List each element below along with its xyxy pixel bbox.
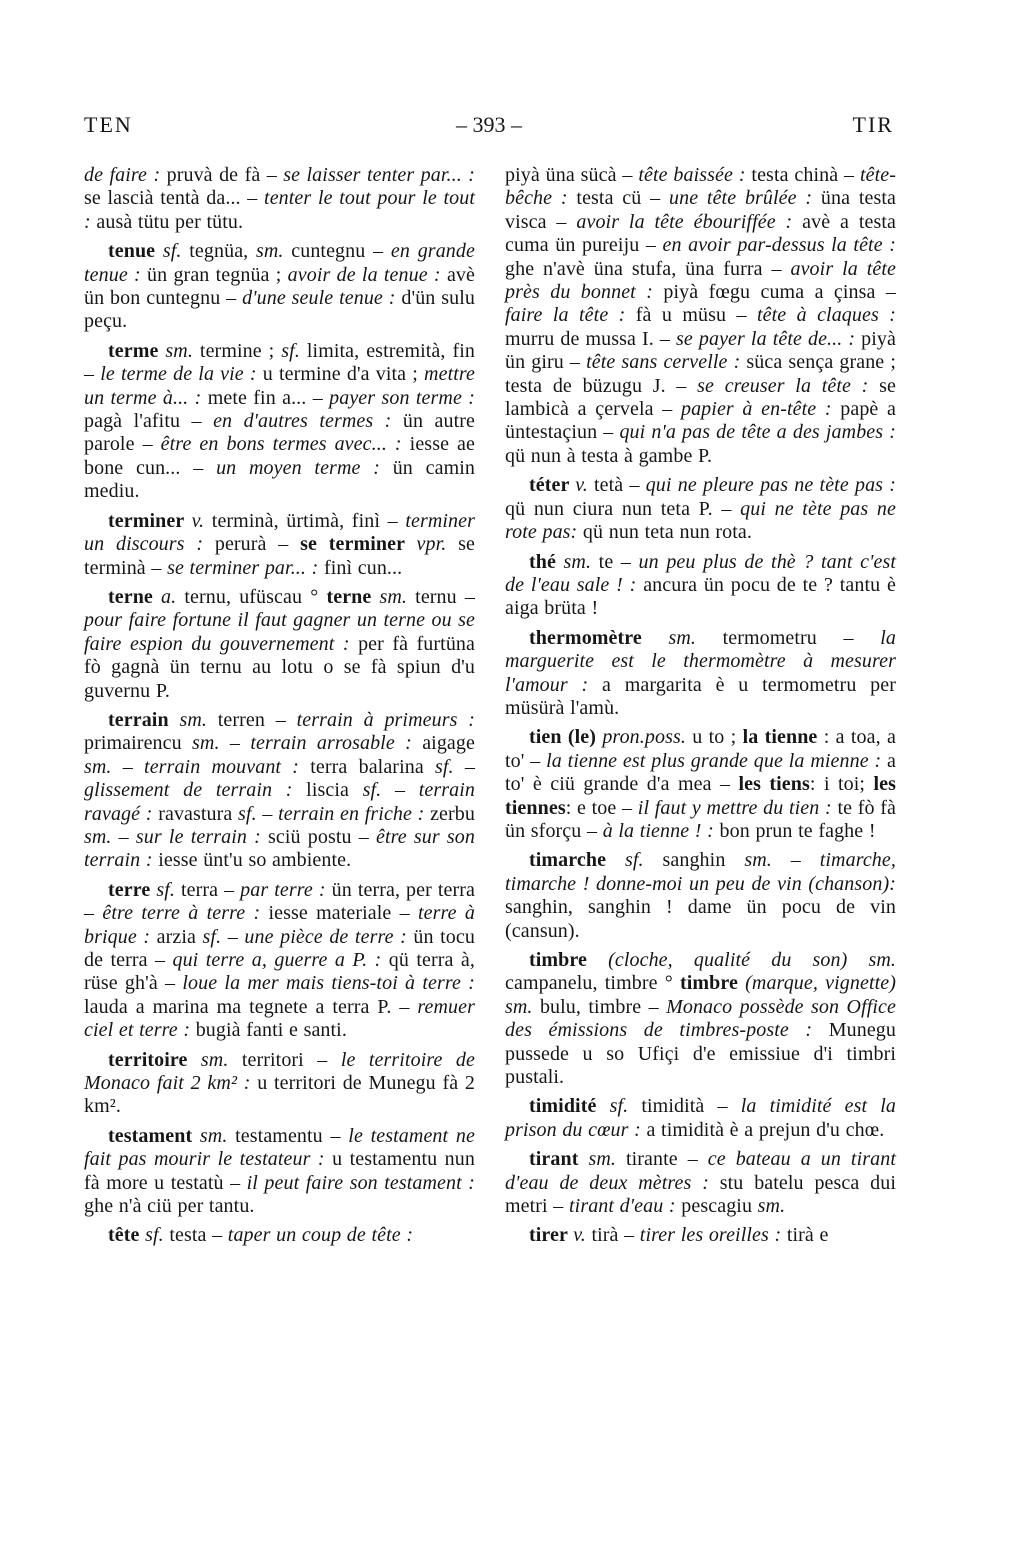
translation-text: qü nun teta nun rota.: [582, 521, 752, 544]
translation-text: se lambicà a çervela –: [505, 374, 896, 421]
italic-phrase: terrain mouvant :: [144, 755, 311, 778]
headword: terrain: [108, 708, 180, 731]
translation-text: qü nun ciura nun teta P. –: [505, 497, 741, 520]
headword: testament: [108, 1124, 200, 1147]
translation-text: sciü postu –: [268, 825, 376, 848]
dictionary-entry: [84, 1125, 475, 1219]
translation-text: bon prun te faghe !: [719, 819, 876, 842]
translation-text: termine ;: [199, 339, 282, 362]
translation-text: –: [122, 755, 145, 778]
dictionary-entry: [505, 949, 896, 1089]
translation-text: ancura ün pocu de te ? tantu è aiga brüta !: [505, 573, 896, 620]
translation-text: ghe n'avè üna stufa, üna furra –: [505, 257, 791, 280]
header-keyword-left: TEN: [84, 112, 133, 137]
italic-phrase: en d'autres termes :: [213, 410, 403, 433]
italic-phrase: se laisser tenter par... :: [283, 164, 475, 186]
italic-phrase: sf.: [238, 802, 263, 825]
dictionary-entry: [84, 1049, 475, 1119]
translation-text: pruvà de fà –: [166, 164, 284, 186]
translation-text: –: [464, 755, 475, 778]
dictionary-entry: [505, 627, 896, 721]
translation-text: testa –: [169, 1224, 228, 1247]
headword: tête: [108, 1224, 146, 1247]
italic-phrase: sf.: [624, 849, 663, 872]
italic-phrase: sm.: [199, 1124, 236, 1147]
translation-text: pagà l'afitu –: [84, 410, 214, 433]
italic-phrase: sm.: [200, 1048, 242, 1071]
translation-text: ün gran tegnüa ;: [147, 263, 288, 286]
translation-text: cuntegnu –: [291, 240, 391, 263]
italic-phrase: sm.: [379, 585, 416, 608]
dictionary-entry: [505, 551, 896, 621]
translation-text: üna testa visca –: [505, 187, 896, 233]
translation-text: mete fin a... –: [207, 386, 330, 409]
translation-text: ausà tütu per tütu.: [96, 210, 244, 233]
italic-phrase: sm.: [256, 240, 292, 263]
translation-text: : e toe –: [565, 796, 638, 819]
translation-text: d'ün sulu peçu.: [84, 287, 475, 333]
italic-phrase: sf.: [162, 240, 190, 263]
italic-phrase: mettre un terme à... :: [84, 363, 475, 409]
italic-phrase: (marque, vignette) sm.: [505, 972, 896, 1018]
italic-phrase: tête-bêche :: [505, 164, 896, 210]
italic-phrase: le territoire de Monaco fait 2 km² :: [84, 1048, 475, 1095]
italic-phrase: pour faire fortune il faut gagner un terne ou se faire espion du gouvernement :: [84, 609, 475, 655]
italic-phrase: Monaco possède son Office des émissions de timbres-poste :: [505, 995, 896, 1042]
translation-text: tirà e: [786, 1224, 829, 1247]
italic-phrase: sm.: [84, 755, 123, 778]
italic-phrase: sm.: [563, 550, 599, 573]
italic-phrase: tête sans cervelle :: [586, 351, 747, 374]
translation-text: ün terra, per terra –: [84, 878, 475, 925]
headword: timbre: [680, 972, 746, 995]
headword: téter: [529, 474, 576, 497]
translation-text: testa cü –: [576, 187, 669, 210]
italic-phrase: en avoir par-dessus la tête :: [662, 234, 896, 257]
italic-phrase: sf.: [281, 339, 307, 362]
running-head: [84, 112, 894, 138]
translation-text: –: [262, 802, 279, 825]
dictionary-entry: [84, 240, 475, 334]
translation-text: murru de mussa I. –: [505, 327, 676, 350]
dictionary-entry: [84, 586, 475, 703]
translation-text: terren –: [217, 708, 297, 731]
italic-phrase: remuer ciel et terre :: [84, 995, 475, 1042]
translation-text: –: [227, 925, 245, 948]
translation-text: ün autre parole –: [84, 410, 475, 456]
italic-phrase: pron.poss.: [602, 726, 693, 749]
entry-continuation: [84, 164, 475, 234]
italic-phrase: un peu plus de thè ? tant c'est de l'eau sale ! :: [505, 550, 896, 596]
italic-phrase: sf.: [435, 755, 465, 778]
italic-phrase: terminer un discours :: [84, 509, 475, 556]
italic-phrase: qui n'a pas de tête a des jambes :: [619, 421, 896, 444]
translation-text: fà u müsu –: [635, 304, 757, 327]
translation-text: testamentu –: [235, 1124, 349, 1147]
translation-text: piyà fœgu cuma a çinsa –: [663, 281, 896, 304]
text-columns: [84, 164, 896, 1254]
italic-phrase: v.: [191, 509, 212, 532]
translation-text: tegnüa,: [189, 240, 256, 263]
italic-phrase: être en bons termes avec... :: [160, 433, 410, 456]
italic-phrase: sf.: [156, 878, 181, 901]
translation-text: qü nun à testa à gambe P.: [505, 444, 713, 467]
italic-phrase: le testament ne fait pas mourir le testateur :: [84, 1124, 475, 1171]
translation-text: süca sença grane ; testa de büzugu J. –: [505, 351, 896, 397]
italic-phrase: terrain en friche :: [278, 802, 431, 825]
headword: terminer: [108, 509, 192, 532]
italic-phrase: loue la mer mais tiens-toi à terre :: [182, 972, 475, 995]
italic-phrase: tête baissée :: [638, 164, 752, 186]
italic-phrase: sm.: [165, 339, 200, 362]
translation-text: aigage: [422, 732, 475, 755]
translation-text: terra –: [180, 878, 241, 901]
headword: la tienne: [742, 726, 818, 749]
headword: timarche: [529, 849, 625, 872]
italic-phrase: une tête brûlée :: [669, 187, 821, 210]
headword: terne: [326, 585, 380, 608]
translation-text: Munegu pussede u so Ufiçi d'e emissiue d'i timbri pustali.: [505, 1019, 896, 1089]
italic-phrase: glissement de terrain :: [84, 779, 307, 802]
dictionary-entry: [84, 879, 475, 1043]
italic-phrase: sur le terrain :: [135, 825, 269, 848]
translation-text: avè ün bon cuntegnu –: [84, 263, 475, 310]
translation-text: finì cun...: [323, 556, 403, 579]
dictionary-entry: [505, 474, 896, 544]
translation-text: limita, estremità, fin –: [84, 339, 475, 386]
italic-phrase: sm.: [179, 708, 218, 731]
translation-text: a margarita è u termometru per müsürà l'amù.: [505, 673, 896, 719]
translation-text: sanghin: [662, 849, 745, 872]
translation-text: –: [790, 849, 820, 872]
headword: timidité: [529, 1095, 610, 1118]
italic-phrase: timarche, timarche ! donne-moi un peu de vin (chanson):: [505, 849, 896, 895]
translation-text: zerbu: [430, 802, 475, 825]
translation-text: piyà ün giru –: [505, 327, 896, 374]
translation-text: liscia: [306, 779, 363, 802]
translation-text: arzia: [156, 925, 203, 948]
entry-continuation: [505, 164, 896, 468]
translation-text: ün camin mediu.: [84, 456, 476, 503]
italic-phrase: sm.: [84, 825, 119, 848]
dictionary-entry: [505, 1148, 896, 1218]
headword: timbre: [529, 949, 609, 971]
italic-phrase: sf.: [609, 1095, 642, 1118]
translation-text: territori –: [241, 1048, 341, 1071]
headword: terre: [108, 878, 157, 901]
italic-phrase: (cloche, qualité du son) sm.: [608, 949, 896, 971]
italic-phrase: par terre :: [240, 878, 332, 901]
translation-text: –: [394, 779, 419, 802]
translation-text: u testamentu nun fà more u testatù –: [84, 1148, 475, 1194]
headword: thé: [529, 550, 564, 573]
headword: terne: [108, 585, 162, 608]
italic-phrase: à la tienne ! :: [602, 819, 720, 842]
headword: terme: [108, 339, 166, 362]
headword: thermomètre: [529, 626, 669, 649]
translation-text: perurà –: [214, 533, 301, 556]
italic-phrase: de faire :: [84, 164, 167, 186]
page-number: – 393 –: [456, 112, 522, 137]
translation-text: iesse ünt'u so ambiente.: [158, 849, 352, 872]
translation-text: bulu, timbre –: [539, 995, 667, 1018]
translation-text: lauda a marina ma tegnete a terra P. –: [84, 995, 418, 1018]
translation-text: –: [229, 732, 251, 755]
italic-phrase: sm.: [744, 849, 791, 872]
translation-text: terra balarina: [310, 755, 436, 778]
translation-text: te –: [598, 550, 639, 573]
italic-phrase: qui ne tète pas ne rote pas:: [505, 497, 896, 544]
italic-phrase: une pièce de terre :: [244, 925, 414, 948]
italic-phrase: v.: [575, 474, 595, 497]
italic-phrase: tenter le tout pour le tout :: [84, 187, 475, 233]
translation-text: –: [118, 825, 136, 848]
translation-text: u to ;: [692, 726, 743, 749]
headword: tenue: [108, 240, 163, 263]
translation-text: se terminà –: [84, 533, 475, 579]
italic-phrase: être terre à terre :: [102, 902, 269, 925]
italic-phrase: se creuser la tête :: [697, 374, 880, 397]
translation-text: iesse materiale –: [268, 902, 419, 925]
italic-phrase: d'une seule tenue :: [242, 287, 402, 310]
translation-text: tetà –: [594, 474, 646, 497]
italic-phrase: un moyen terme :: [216, 456, 393, 479]
dictionary-entry: [84, 510, 475, 580]
translation-text: a to' è ciü grande d'a mea –: [505, 749, 896, 796]
translation-text: tirà –: [591, 1224, 640, 1247]
translation-text: qü terra à, rüse gh'à –: [84, 949, 475, 995]
translation-text: iesse ae bone cun... –: [84, 433, 475, 479]
translation-text: : i toi;: [809, 773, 874, 796]
italic-phrase: tirer les oreilles :: [639, 1224, 787, 1247]
italic-phrase: v.: [573, 1224, 592, 1247]
italic-phrase: la tienne est plus grande que la mienne :: [546, 749, 888, 772]
dictionary-entry: [84, 709, 475, 873]
italic-phrase: qui terre a, guerre a P. :: [172, 949, 389, 971]
translation-text: primairencu: [84, 732, 193, 755]
translation-text: ternu –: [415, 585, 475, 608]
italic-phrase: se payer la tête de... :: [676, 327, 862, 350]
italic-phrase: payer son terme :: [329, 386, 475, 409]
italic-phrase: taper un coup de tête :: [227, 1224, 414, 1247]
italic-phrase: le terme de la vie :: [100, 363, 263, 386]
translation-text: ghe n'à ciü per tantu.: [84, 1195, 255, 1218]
dictionary-entry: [505, 1095, 896, 1142]
headword: les tiens: [738, 773, 810, 796]
italic-phrase: la marguerite est le thermomètre à mesurer l'amour :: [505, 626, 896, 696]
translation-text: u territori de Munegu fà 2 km².: [84, 1072, 476, 1118]
translation-text: ternu, ufüscau °: [184, 585, 327, 608]
italic-phrase: terrain à primeurs :: [296, 708, 475, 731]
translation-text: u termine d'a vita ;: [262, 363, 425, 386]
italic-phrase: être sur son terrain :: [84, 825, 475, 872]
italic-phrase: tirant d'eau :: [569, 1195, 682, 1218]
dictionary-entry: [505, 849, 896, 943]
dictionary-entry: [505, 726, 896, 843]
translation-text: tirante –: [625, 1148, 708, 1171]
italic-phrase: il peut faire son testament :: [246, 1171, 476, 1194]
translation-text: : a toa, a to' –: [505, 726, 896, 772]
italic-phrase: ce bateau a un tirant d'eau de deux mètres :: [505, 1148, 896, 1194]
dictionary-entry: [84, 1224, 475, 1247]
translation-text: papè a üntestaçiun –: [505, 398, 896, 444]
italic-phrase: la timidité est la prison du cœur :: [505, 1095, 896, 1141]
translation-text: sanghin, sanghin ! dame ün pocu de vin (cansun).: [505, 896, 896, 942]
headword: tien (le): [529, 726, 603, 749]
translation-text: ün tocu de terra –: [84, 925, 475, 971]
translation-text: bugià fanti e santi.: [195, 1019, 347, 1042]
translation-text: a timidità è a prejun d'u chœ.: [646, 1118, 885, 1141]
italic-phrase: avoir de la tenue :: [287, 263, 447, 286]
italic-phrase: en grande tenue :: [84, 240, 475, 286]
italic-phrase: il faut y mettre du tien :: [637, 796, 838, 819]
headword: les tiennes: [505, 773, 896, 819]
italic-phrase: tête à claques :: [756, 304, 896, 327]
italic-phrase: faire la tête :: [505, 304, 636, 327]
italic-phrase: sm.: [192, 732, 230, 755]
translation-text: termometru –: [722, 626, 881, 649]
italic-phrase: sf.: [362, 779, 395, 802]
italic-phrase: vpr.: [416, 533, 459, 556]
italic-phrase: sm.: [668, 626, 723, 649]
translation-text: te fò fà ün sforçu –: [505, 796, 896, 842]
italic-phrase: qui ne pleure pas ne tète pas :: [645, 474, 896, 497]
italic-phrase: se terminer par... :: [167, 556, 324, 579]
dictionary-entry: [84, 340, 475, 504]
translation-text: avè a testa cuma ün pureiju –: [505, 210, 896, 257]
italic-phrase: sf.: [202, 925, 228, 948]
translation-text: testa chinà –: [751, 164, 860, 186]
translation-text: ravastura: [158, 802, 239, 825]
italic-phrase: avoir la tête près du bonnet :: [505, 257, 896, 304]
translation-text: stu batelu pesca dui metri –: [505, 1171, 896, 1218]
column-right: [505, 164, 896, 1254]
translation-text: timidità –: [641, 1095, 741, 1118]
column-left: [84, 164, 475, 1254]
italic-phrase: terre à brique :: [84, 902, 475, 948]
translation-text: campanelu, timbre °: [505, 972, 680, 995]
italic-phrase: sm.: [757, 1195, 786, 1218]
headword: territoire: [108, 1048, 201, 1071]
headword: tirer: [529, 1224, 574, 1247]
italic-phrase: avoir la tête ébouriffée :: [576, 210, 803, 233]
header-keyword-right: TIR: [852, 112, 894, 137]
italic-phrase: papier à en-tête :: [680, 398, 841, 421]
italic-phrase: terrain arrosable :: [250, 732, 423, 755]
headword: se terminer: [300, 533, 417, 556]
translation-text: terminà, ürtimà, finì –: [211, 509, 406, 532]
dictionary-entry: [505, 1224, 896, 1247]
translation-text: pescagiu: [681, 1195, 758, 1218]
italic-phrase: terrain ravagé :: [84, 779, 475, 825]
italic-phrase: sm.: [588, 1148, 626, 1171]
italic-phrase: sf.: [145, 1224, 170, 1247]
translation-text: se lascià tentà da... –: [84, 187, 265, 210]
italic-phrase: a.: [161, 585, 185, 608]
translation-text: piyà üna sücà –: [505, 164, 639, 186]
translation-text: per fà furtüna fò gagnà ün ternu au lotu o se fà spiun d'u guvernu P.: [84, 632, 475, 702]
headword: tirant: [529, 1148, 589, 1171]
